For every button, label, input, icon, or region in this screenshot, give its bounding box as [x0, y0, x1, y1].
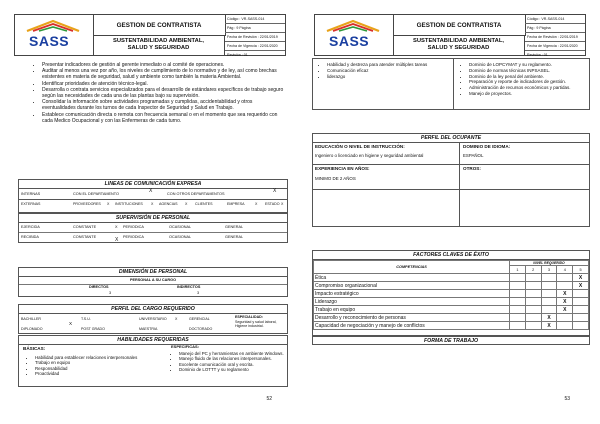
- recibida-label: RECIBIDA: [21, 235, 39, 239]
- subtitle-line-1: SUSTENTABILIDAD AMBIENTAL,: [412, 38, 505, 44]
- meta-revision-date: Fecha de Revisión : 22/01/2019: [525, 33, 585, 42]
- universitario-mark: X: [175, 317, 178, 321]
- basicas-label: BÁSICAS:: [23, 346, 46, 351]
- supervision-section: [18, 213, 288, 243]
- level-cell: [510, 282, 526, 290]
- agencias-label: AGENCIAS: [159, 202, 178, 206]
- logo-roof-icon: [25, 19, 81, 32]
- postgrado-label: POST GRADO: [81, 327, 105, 331]
- list-item: • Comunicación eficaz: [327, 68, 463, 74]
- subtitle-line-1: SUSTENTABILIDAD AMBIENTAL,: [112, 38, 205, 44]
- ocasional-label: OCASIONAL: [169, 235, 192, 239]
- list-item: • liderazgo: [327, 74, 463, 80]
- constante-label: CONSTANTE: [73, 235, 97, 239]
- internas-label: INTERNAS: [21, 192, 41, 196]
- level-cell: X: [573, 274, 589, 282]
- communication-lines-section: [18, 179, 288, 213]
- forma-trabajo-section: [312, 336, 590, 345]
- ejercida-label: EJERCIDA: [21, 225, 40, 229]
- competency-name: Ética: [314, 274, 510, 282]
- level-cell: [525, 298, 541, 306]
- ejercida-mark: X: [115, 225, 118, 229]
- level-cell: [573, 306, 589, 314]
- list-item: • Excelente comunicación oral y escrita.: [179, 362, 295, 367]
- clientes-label: CLIENTES: [195, 202, 213, 206]
- table-row: [314, 282, 589, 290]
- gerencial-label: GERENCIAL: [189, 317, 210, 321]
- logo-roof-icon: [325, 19, 381, 32]
- level-cell: [541, 306, 557, 314]
- level-cell: [541, 282, 557, 290]
- level-header: 1: [510, 266, 526, 274]
- competency-name: Liderazgo: [314, 298, 510, 306]
- competency-name: Trabajo en equipo: [314, 306, 510, 314]
- page-number: 53: [564, 396, 570, 402]
- personal-subtitle: PERSONAL A SU CARGO: [19, 277, 287, 285]
- externas-label: EXTERNAS: [21, 202, 41, 206]
- table-row: [314, 274, 589, 282]
- level-cell: [557, 282, 573, 290]
- specific-skills-list: [459, 62, 597, 97]
- bachiller-label: BACHILLER: [21, 317, 41, 321]
- ocasional-label: OCASIONAL: [169, 225, 192, 229]
- level-cell: [557, 274, 573, 282]
- con-depto-mark: X: [149, 188, 153, 194]
- level-cell: [510, 322, 526, 330]
- section-title: FACTORES CLAVES DE ÉXITO: [313, 251, 589, 260]
- perfil-ocupante-section: [312, 133, 590, 227]
- competency-name: Desarrollo y reconocimiento de personas: [314, 314, 510, 322]
- general-label: GENERAL: [225, 235, 244, 239]
- sass-logo: [315, 15, 394, 55]
- page-number: 52: [266, 396, 272, 402]
- level-header: 5: [573, 266, 589, 274]
- level-cell: [573, 322, 589, 330]
- document-header: [314, 14, 586, 56]
- list-item: • Dominio de LOPCYMAT y su reglamento.: [469, 62, 597, 68]
- directos-value: 3: [109, 291, 112, 295]
- meta-page: Pág : 9 Página: [225, 24, 285, 33]
- document-header: [14, 14, 286, 56]
- level-header: 2: [525, 266, 541, 274]
- recibida-mark: X: [115, 237, 119, 243]
- section-title: SUPERVISIÓN DE PERSONAL: [19, 214, 287, 223]
- periodica-label: PERIODICA: [123, 225, 144, 229]
- otros-label: OTROS:: [463, 166, 481, 171]
- level-cell: [510, 306, 526, 314]
- competency-name: Capacidad de negociación y manejo de conflictos: [314, 322, 510, 330]
- level-cell: [557, 314, 573, 322]
- idioma-label: DOMINIO DE IDIOMA:: [463, 144, 511, 149]
- factores-section: [312, 250, 590, 336]
- agencias-mark: X: [185, 202, 188, 206]
- section-title: FORMA DE TRABAJO: [424, 338, 478, 344]
- proveedores-label: PROVEEDORES: [73, 202, 101, 206]
- meta-code: Código : VR-SASS-014: [525, 15, 585, 24]
- factores-table: [313, 260, 589, 330]
- subtitle-line-2: SALUD Y SEGURIDAD: [427, 45, 490, 51]
- meta-revision: Revisión : 01: [227, 53, 248, 57]
- universitario-label: UNIVERSITARIO: [139, 317, 167, 321]
- competency-name: Compromiso organizacional: [314, 282, 510, 290]
- meta-revision: Revisión : 01: [527, 53, 548, 57]
- proveedores-mark: X: [107, 202, 110, 206]
- con-otros-mark: X: [273, 188, 277, 194]
- experiencia-label: EXPERIENCIA EN AÑOS:: [315, 166, 370, 171]
- logo-text: SASS: [29, 33, 70, 49]
- meta-code: Código : VR-SASS-014: [225, 15, 285, 24]
- list-item: • Habilidad para establecer relaciones interpersonales: [35, 355, 155, 360]
- educacion-value: Ingeniero o licenciado en higiene y seguridad ambiental: [315, 153, 424, 158]
- meta-valid-date: Fecha de Vigencia : 22/01/2020: [225, 42, 285, 51]
- level-cell: [525, 306, 541, 314]
- experiencia-value: MINIMO DE 2 AÑOS: [315, 176, 356, 181]
- table-row: [314, 314, 589, 322]
- level-header: 3: [541, 266, 557, 274]
- level-cell: X: [557, 298, 573, 306]
- level-cell: [541, 274, 557, 282]
- level-header: 4: [557, 266, 573, 274]
- level-cell: [525, 282, 541, 290]
- tsu-label: T.S.U.: [81, 317, 91, 321]
- list-item: • Desarrolla o contrata servicios especializados para el desarrollo de estándares específicos de trabajo seguro según las necesidades de cada una de las plantas bajo su supervisión.: [42, 87, 284, 99]
- level-cell: X: [541, 314, 557, 322]
- periodica-label: PERIODICA: [123, 235, 144, 239]
- list-item: • Establece comunicación directa o remota con frecuencia semanal o en el momento que sea requerido con cada Medico Ocupacional y con las Enfermeras de cada turno.: [42, 112, 284, 124]
- level-cell: [573, 290, 589, 298]
- list-item: • Consolidar la información sobre actividades programadas y cumplidas, accidentabilidad y otros eventualidades durante los turnos de cada Inspector de Seguridad y Salud en Trabajo.: [42, 99, 284, 111]
- table-row: [314, 298, 589, 306]
- list-item: • Manejo del PC y herramientas en ambiente Windows.: [179, 351, 295, 356]
- section-title: HABILIDADES REQUERIDAS: [19, 336, 287, 345]
- indirectos-label: INDIRECTOS: [177, 285, 201, 289]
- table-row: [314, 290, 589, 298]
- header-meta: [525, 15, 585, 55]
- logo-text: SASS: [329, 33, 370, 49]
- especificas-label: ESPECIFICAS:: [171, 344, 200, 349]
- basicas-list: [23, 355, 155, 376]
- meta-revision-date: Fecha de Revisión : 22/01/2019: [225, 33, 285, 42]
- header-meta: [225, 15, 285, 55]
- list-item: • Administración de recursos económicos y partidas.: [469, 85, 597, 91]
- right-page: [300, 0, 600, 424]
- level-cell: [510, 314, 526, 322]
- constante-label: CONSTANTE: [73, 225, 97, 229]
- skills-continuation: [312, 58, 590, 110]
- header-subtitle: [393, 35, 525, 55]
- list-item: • Dominio de normas técnicas INPSASEL.: [469, 68, 597, 74]
- section-title: DIMENSIÓN DE PERSONAL: [19, 268, 287, 277]
- list-item: • Responsabilidad: [35, 366, 155, 371]
- list-item: • Manejo fluido de las relaciones interpersonales.: [179, 356, 295, 361]
- header-title: GESTION DE CONTRATISTA: [393, 15, 526, 36]
- estado-mark: X: [281, 202, 284, 206]
- especificas-list: [167, 351, 295, 372]
- level-cell: [525, 314, 541, 322]
- level-cell: [541, 290, 557, 298]
- level-cell: [573, 314, 589, 322]
- dimension-section: [18, 267, 288, 297]
- level-cell: [525, 274, 541, 282]
- level-cell: [525, 322, 541, 330]
- section-title: PERFIL DEL OCUPANTE: [313, 134, 589, 143]
- diplomado-label: DIPLOMADO: [21, 327, 43, 331]
- empresa-mark: X: [255, 202, 258, 206]
- list-item: • Proactividad: [35, 371, 155, 376]
- indirectos-value: 3: [197, 291, 200, 295]
- empresa-label: EMPRESA: [227, 202, 245, 206]
- doctorado-label: DOCTORADO: [189, 327, 213, 331]
- table-row: [314, 322, 589, 330]
- especialidad-label: ESPECIALIDAD:: [235, 315, 263, 319]
- header-subtitle: [93, 35, 225, 55]
- list-item: • Identificar prioridades de atención técnico-legal.: [42, 81, 284, 87]
- estado-label: ESTADO: [265, 202, 280, 206]
- header-title: GESTION DE CONTRATISTA: [93, 15, 226, 36]
- level-cell: [510, 274, 526, 282]
- list-item: • Auditar al menos una vez por año, los niveles de cumplimiento de lo normativo y de ley, así como brechas existentes en materia de seguridad, salud y ambiente como también la materia Ambiental.: [42, 68, 284, 80]
- level-cell: X: [557, 306, 573, 314]
- level-cell: [510, 290, 526, 298]
- diplomado-mark: X: [69, 321, 73, 326]
- instituciones-mark: X: [151, 202, 154, 206]
- responsibilities-list: [28, 62, 284, 124]
- level-cell: [525, 290, 541, 298]
- list-item: • Manejo de proyectos.: [469, 91, 597, 97]
- list-item: • Dominio de LOTTT y su reglamento: [179, 367, 295, 372]
- level-cell: [557, 322, 573, 330]
- level-cell: X: [541, 322, 557, 330]
- meta-page: Pág : 9 Página: [525, 24, 585, 33]
- table-row: [314, 306, 589, 314]
- meta-valid-date: Fecha de Vigencia : 22/01/2020: [525, 42, 585, 51]
- especialidad-value: Seguridad y salud laboral, Higiene industrial.: [235, 320, 277, 329]
- instituciones-label: INSTITUCIONES: [115, 202, 143, 206]
- level-cell: [541, 298, 557, 306]
- nivel-header: NIVEL REQUERIDO: [510, 261, 589, 266]
- maestria-label: MAESTRIA: [139, 327, 158, 331]
- idioma-value: ESPAÑOL: [463, 153, 484, 158]
- habilidades-section: [18, 335, 288, 387]
- con-otros-label: CON OTROS DEPARTAMENTOS: [167, 192, 225, 196]
- list-item: • Dominio de la ley penal del ambiente.: [469, 74, 597, 80]
- educacion-label: EDUCACIÓN O NIVEL DE INSTRUCCIÓN:: [315, 144, 405, 149]
- list-item: • Presentar indicadores de gestión al gerente inmediato o al comité de operaciones.: [42, 62, 284, 68]
- level-cell: [510, 298, 526, 306]
- level-cell: X: [573, 282, 589, 290]
- list-item: • Trabajo en equipo: [35, 360, 155, 365]
- basic-skills-list: [315, 62, 463, 79]
- perfil-cargo-section: [18, 304, 288, 334]
- list-item: • Preparación y reporte de indicadores de gestión.: [469, 79, 597, 85]
- subtitle-line-2: SALUD Y SEGURIDAD: [127, 45, 190, 51]
- sass-logo: [15, 15, 94, 55]
- level-cell: [573, 298, 589, 306]
- directos-label: DIRECTOS: [89, 285, 109, 289]
- section-title: LINEAS DE COMUNICACIÓN EXPRESA: [19, 180, 287, 189]
- general-label: GENERAL: [225, 225, 244, 229]
- competencias-header: COMPETENCIAS: [314, 261, 510, 274]
- section-title: PERFIL DEL CARGO REQUERIDO: [19, 305, 287, 314]
- level-cell: X: [557, 290, 573, 298]
- list-item: • Habilidad y destreza para atender múltiples tareas: [327, 62, 463, 68]
- competency-name: Impacto estratégico: [314, 290, 510, 298]
- con-depto-label: CON EL DEPARTAMENTO: [73, 192, 119, 196]
